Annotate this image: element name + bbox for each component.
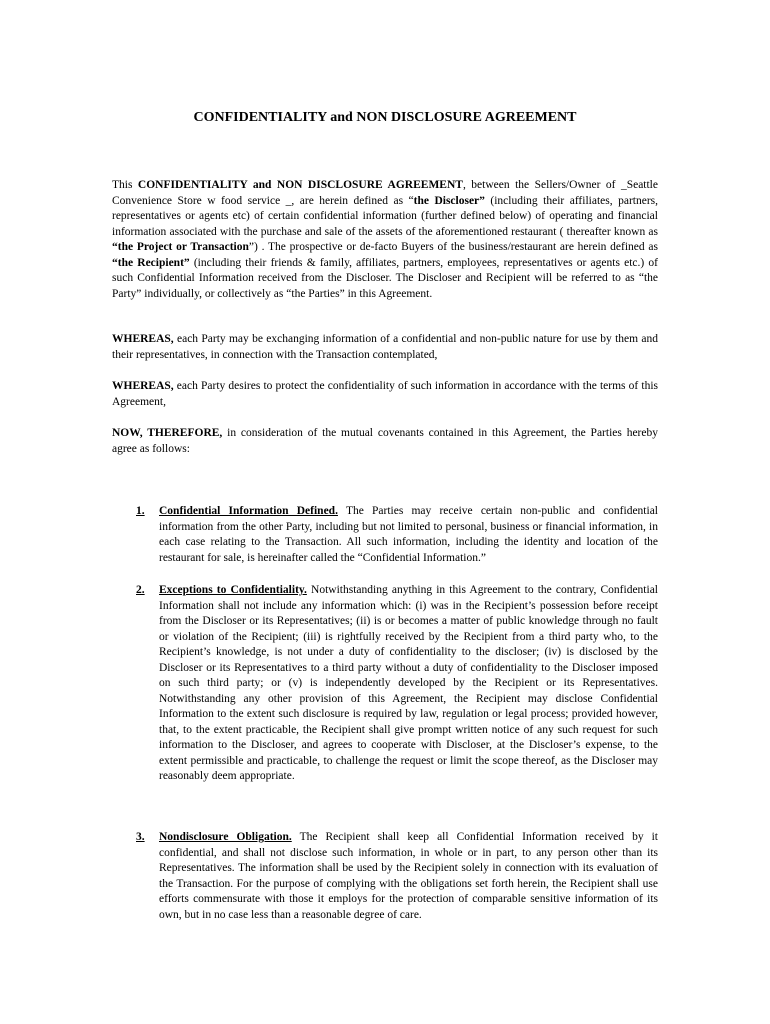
intro-bold-project: “the Project or Transaction — [112, 241, 249, 253]
intro-bold-discloser: the Discloser” — [413, 194, 485, 207]
section-nondisclosure-obligation — [136, 830, 658, 923]
section-text: Notwithstanding anything in this Agreement to the contrary, Confidential Information shall not include any information which: (i) was in the Recipient’s possession before receipt from the Discloser or its Representatives; (ii) is or becomes a matter of public knowledge through no fault or violation of the Recipient; (iii) is rightfully received by the Recipient from a third party who, to the Recipient’s knowledge, is not under a duty of confidentiality to the discloser; (iv) is disclosed by the Discloser or its Representatives to a third party without a duty of confidentiality to the Discloser imposed on such third party; or (v) is independently developed by the Recipient or its Representatives. Notwithstanding any other provision of this Agreement, the Recipient may disclose Confidential Information to the extent such disclosure is required by law, regulation or legal process; provided however, that, to the extent practicable, the Recipient shall give prompt written notice of any such request for such information to the Discloser, and agrees to cooperate with Discloser, at the Discloser’s expense, to the extent permissible and practicable, to challenge the request or limit the scope thereof, as the Discloser may reasonably deem appropriate. — [159, 584, 658, 782]
whereas-2-bold: WHEREAS, — [112, 380, 174, 392]
section-body — [159, 504, 658, 566]
section-heading: Nondisclosure Obligation. — [159, 831, 292, 843]
now-therefore-paragraph — [112, 426, 658, 457]
section-body — [159, 830, 658, 923]
section-number: 3. — [136, 831, 145, 843]
intro-bold-agreement: CONFIDENTIALITY and NON DISCLOSURE AGREEMENT — [137, 179, 463, 191]
whereas-2-text: each Party desires to protect the confidentiality of such information in accordance with the terms of this Agreement, — [112, 380, 658, 408]
section-text: The Parties may receive certain non-public and confidential information from the other Party, including but not limited to personal, business or financial information, in each case relating to the Transaction. All such information, including the identity and location of the restaurant for sale, is hereinafter called the “Confidential Information.” — [159, 505, 658, 564]
intro-text-5: (including their friends & family, affiliates, partners, employees, representatives or agents etc.) of such Confidential Information received from the Discloser. The Discloser and Recipient will be referred to as “the Party” individually, or collectively as “the Parties” in this Agreement. — [112, 256, 658, 300]
section-body — [159, 583, 658, 785]
section-confidential-information — [136, 504, 658, 566]
whereas-1-text: each Party may be exchanging information of a confidential and non-public nature for use by them and their representatives, in connection with the Transaction contemplated, — [112, 333, 658, 361]
whereas-1-bold: WHEREAS, — [112, 333, 174, 345]
section-text: The Recipient shall keep all Confidential Information received by it confidential, and shall not disclose such information, in whole or in part, to any person other than its Representatives. The information shall be used by the Recipient solely in connection with its evaluation of the Transaction. For the purpose of complying with the obligations set forth herein, the Recipient shall use efforts commensurate with those it employs for the protection of comparable sensitive information of its own, but in no case less than a reasonable degree of care. — [159, 831, 658, 921]
whereas-paragraph-2 — [112, 379, 658, 410]
intro-text-3: (including their affiliates, partners, representatives or agents etc) of certain confidential information (further defined below) of operating and financial information associated with the purchase and sale of the assets of the aforementioned restaurant ( thereafter known as — [112, 194, 658, 238]
section-heading: Exceptions to Confidentiality. — [159, 584, 307, 596]
document-title: CONFIDENTIALITY and NON DISCLOSURE AGREEMENT — [193, 110, 577, 125]
intro-paragraph — [112, 178, 658, 302]
whereas-paragraph-1 — [112, 332, 658, 363]
section-heading: Confidential Information Defined. — [159, 505, 338, 517]
intro-text-2: , between the Sellers/Owner of _Seattle Convenience Store w food service _, are herein defined as “ — [112, 179, 658, 207]
section-number: 1. — [136, 505, 145, 517]
now-therefore-text: in consideration of the mutual covenants contained in this Agreement, the Parties hereby agree as follows: — [112, 427, 658, 455]
intro-bold-recipient: “the Recipient” — [112, 256, 190, 269]
section-number: 2. — [136, 584, 145, 596]
intro-text-1: This — [112, 179, 138, 191]
section-exceptions — [136, 583, 658, 785]
intro-text-4: ”) . The prospective or de-facto Buyers of the business/restaurant are herein defined as — [248, 241, 658, 253]
now-therefore-bold: NOW, THEREFORE, — [112, 427, 223, 439]
